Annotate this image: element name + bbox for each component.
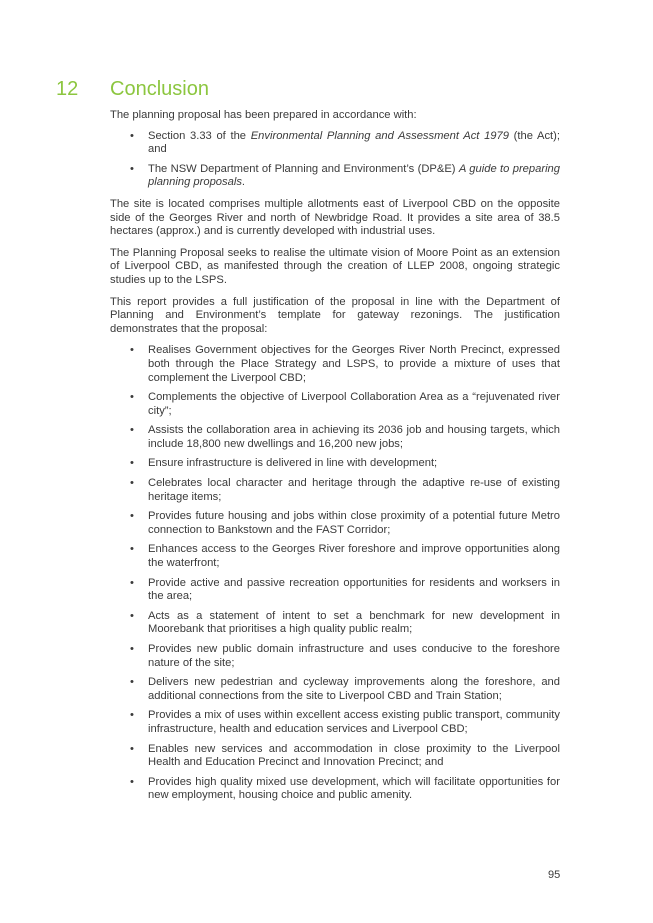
bullet-icon: •	[130, 424, 134, 437]
justification-list	[110, 344, 560, 803]
accordance-list	[110, 130, 560, 190]
list-item: • Assists the collaboration area in achieving its 2036 job and housing targets, which include 18,800 new dwellings and 16,200 new jobs;	[130, 424, 560, 450]
list-item: • Provides high quality mixed use development, which will facilitate opportunities for new employment, housing choice and public amenity.	[130, 775, 560, 802]
bullet-icon: •	[130, 477, 134, 490]
vision-paragraph: The Planning Proposal seeks to realise the ultimate vision of Moore Point as an extension of Liverpool CBD, as manifested through the creation of LLEP 2008, ongoing strategic studies up to the LSPS.	[110, 246, 560, 286]
document-body	[110, 109, 560, 811]
bullet-icon: •	[130, 742, 134, 755]
section-number: 12	[56, 78, 79, 100]
list-item: • Section 3.33 of the Environmental Planning and Assessment Act 1979 (the Act); and	[130, 129, 561, 156]
list-item: • Provide active and passive recreation opportunities for residents and worksers in the area;	[130, 576, 560, 603]
bullet-icon: •	[130, 775, 134, 788]
section-title: Conclusion	[110, 78, 209, 100]
bullet-icon: •	[130, 344, 134, 357]
bullet-icon: •	[130, 391, 134, 404]
list-item: • The NSW Department of Planning and Environment’s (DP&E) A guide to preparing planning proposals.	[130, 162, 561, 189]
bullet-icon: •	[130, 129, 134, 142]
bullet-icon: •	[130, 543, 134, 556]
bullet-icon: •	[130, 457, 134, 470]
bullet-icon: •	[130, 676, 134, 689]
list-item: • Realises Government objectives for the Georges River North Precinct, expressed both through the Place Strategy and LSPS, to provide a mixture of uses that complement the Liverpool CBD;	[130, 344, 560, 384]
section-heading	[56, 78, 209, 101]
page-number: 95	[548, 869, 561, 881]
list-item: • Provides new public domain infrastructure and uses conducive to the foreshore nature of the site;	[130, 643, 560, 669]
bullet-icon: •	[130, 162, 134, 175]
intro-paragraph: The planning proposal has been prepared in accordance with:	[110, 109, 417, 121]
list-item: • Enhances access to the Georges River foreshore and improve opportunities along the waterfront;	[130, 543, 560, 570]
list-item: • Ensure infrastructure is delivered in line with development;	[130, 457, 438, 470]
justification-paragraph: This report provides a full justification of the proposal in line with the Department of Planning and Environment’s template for gateway rezonings. The justification demonstrates that the proposal:	[110, 295, 560, 335]
list-item: • Provides a mix of uses within excellent access existing public transport, community infrastructure, health and education services and Liverpool CBD;	[130, 709, 560, 735]
list-item: • Provides future housing and jobs within close proximity of a potential future Metro connection to Bankstown and the FAST Corridor;	[130, 510, 560, 536]
list-item: • Complements the objective of Liverpool Collaboration Area as a “rejuvenated river city”;	[130, 391, 560, 417]
list-item: • Delivers new pedestrian and cycleway improvements along the foreshore, and additional connections from the site to Liverpool CBD and Train Station;	[130, 676, 560, 702]
site-paragraph: The site is located comprises multiple allotments east of Liverpool CBD on the opposite side of the Georges River and north of Newbridge Road. It provides a site area of 38.5 hectares (approx.) and is currently developed with industrial uses.	[110, 197, 560, 238]
bullet-icon: •	[130, 576, 134, 589]
bullet-icon: •	[130, 609, 134, 622]
list-item: • Celebrates local character and heritage through the adaptive re-use of existing heritage items;	[130, 477, 560, 503]
bullet-icon: •	[130, 510, 134, 523]
bullet-icon: •	[130, 709, 134, 722]
bullet-icon: •	[130, 643, 134, 655]
list-item: • Acts as a statement of intent to set a benchmark for new development in Moorebank that prioritises a high quality public realm;	[130, 609, 560, 636]
list-item: • Enables new services and accommodation in close proximity to the Liverpool Health and Education Precinct and Innovation Precinct; and	[130, 742, 560, 769]
